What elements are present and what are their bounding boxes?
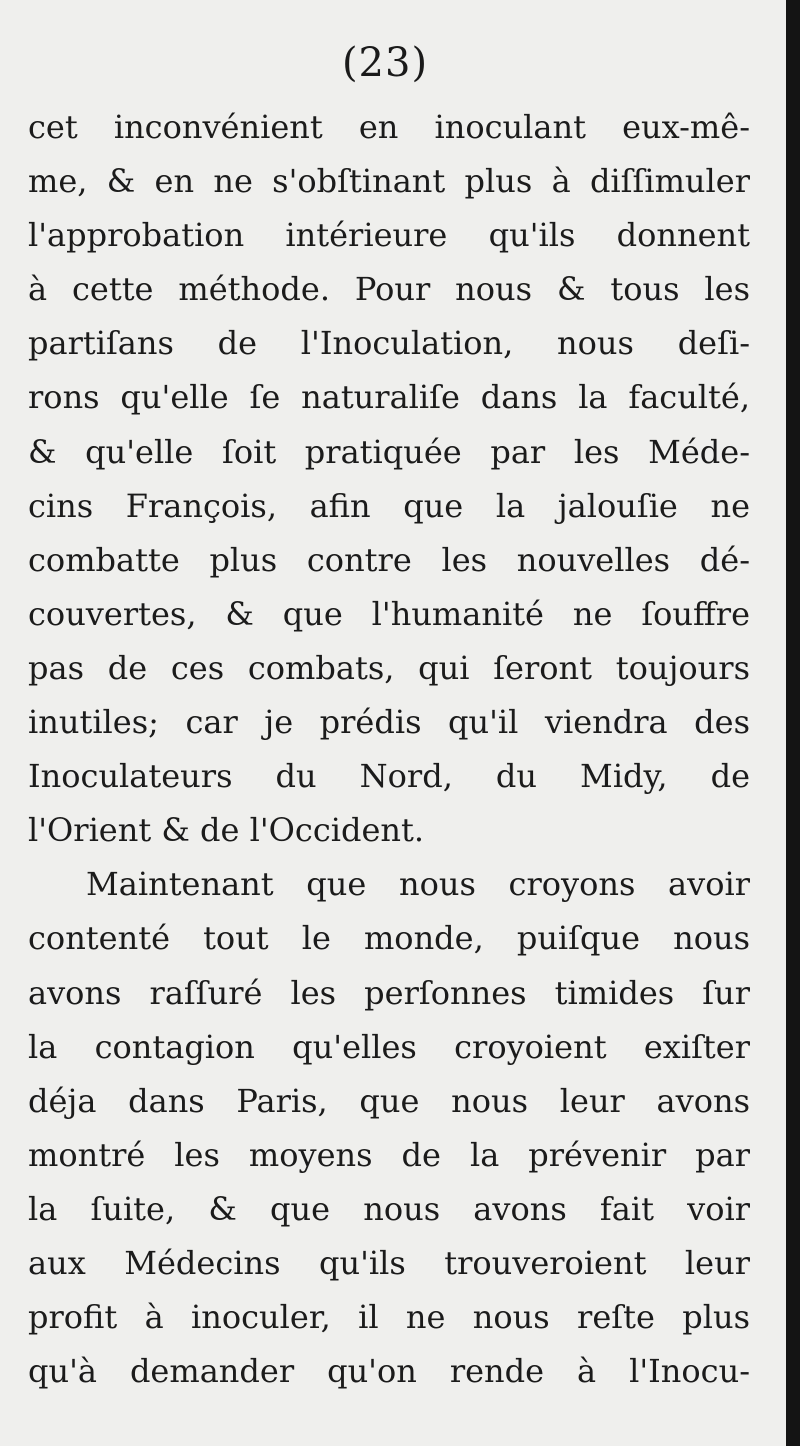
text-line: inutiles; car je prédis qu'il viendra des xyxy=(28,703,750,742)
text-line: qu'à demander qu'on rende à l'Inocu- xyxy=(28,1352,750,1391)
text-line: à cette méthode. Pour nous & tous les xyxy=(28,270,750,309)
text-line: contenté tout le monde, puiſque nous xyxy=(28,919,750,958)
page-edge-shadow xyxy=(786,0,800,1446)
text-line: la ſuite, & que nous avons fait voir xyxy=(28,1189,750,1228)
text-line: combatte plus contre les nouvelles dé- xyxy=(28,540,750,579)
text-line: & qu'elle ſoit pratiquée par les Méde- xyxy=(28,432,750,471)
text-line: avons raſſuré les perſonnes timides ſur xyxy=(28,973,750,1012)
text-line: montré les moyens de la prévenir par xyxy=(28,1135,750,1174)
text-line: couvertes, & que l'humanité ne ſouffre xyxy=(28,594,750,633)
text-line: rons qu'elle ſe naturaliſe dans la faculté, xyxy=(28,378,750,417)
text-line: déja dans Paris, que nous leur avons xyxy=(28,1081,750,1120)
page-number: (23) xyxy=(341,40,429,86)
text-line: me, & en ne s'obſtinant plus à diſſimuler xyxy=(28,162,750,201)
text-line: l'approbation intérieure qu'ils donnent xyxy=(28,216,750,255)
paragraph-end-line: l'Orient & de l'Occident. xyxy=(28,811,425,850)
body-text xyxy=(28,100,750,1398)
text-line: Inoculateurs du Nord, du Midy, de xyxy=(28,757,750,796)
text-line: aux Médecins qu'ils trouveroient leur xyxy=(28,1243,750,1282)
text-line: cet inconvénient en inoculant eux-mê- xyxy=(28,108,750,146)
text-line: partiſans de l'Inoculation, nous deſi- xyxy=(28,324,750,363)
text-line: profit à inoculer, il ne nous reſte plus xyxy=(28,1298,750,1337)
paragraph-start-line: Maintenant que nous croyons avoir xyxy=(86,865,750,904)
text-line: la contagion qu'elles croyoient exiſter xyxy=(28,1027,750,1066)
text-line: pas de ces combats, qui ſeront toujours xyxy=(28,648,750,687)
text-line: cins François, afin que la jalouſie ne xyxy=(28,486,750,525)
